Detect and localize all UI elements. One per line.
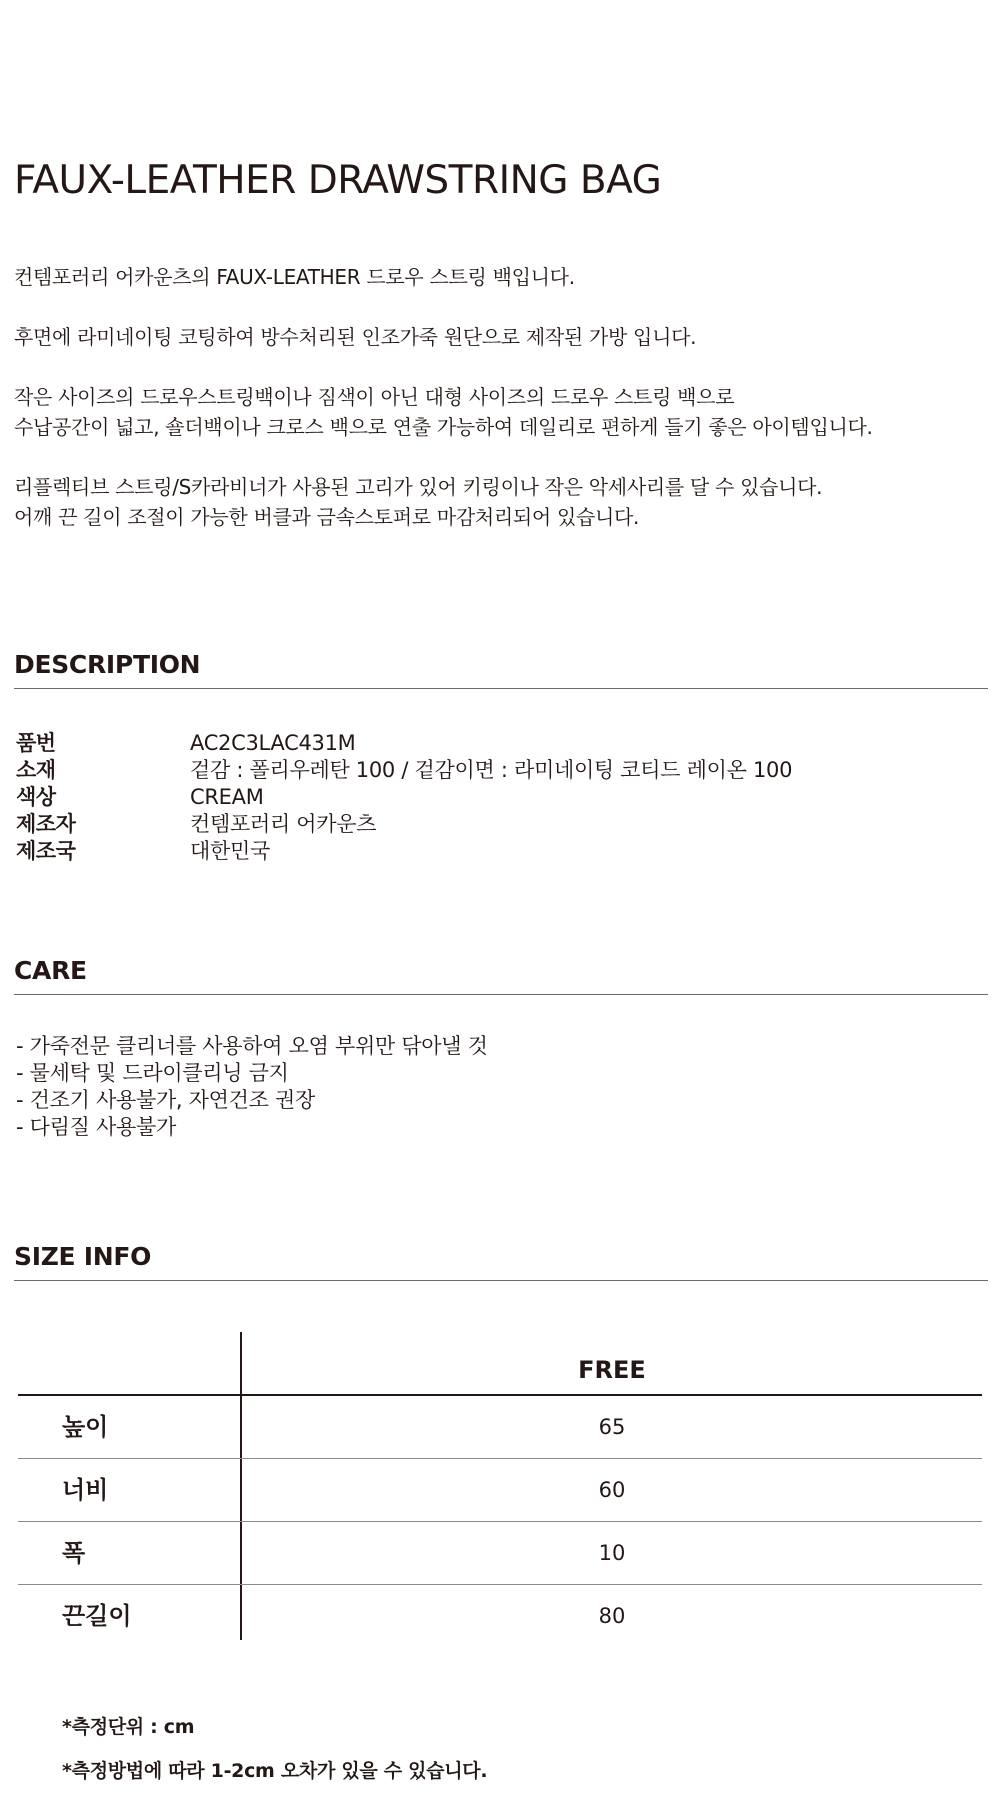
care-item: - 가죽전문 클리너를 사용하여 오염 부위만 닦아낼 것 (16, 1034, 488, 1058)
description-key: 제조자 (16, 812, 76, 836)
care-list (16, 1033, 488, 1141)
size-key: 높이 (62, 1413, 109, 1441)
product-title: FAUX-LEATHER DRAWSTRING BAG (14, 158, 662, 203)
description-row (16, 784, 792, 811)
care-heading: CARE (14, 954, 988, 995)
care-item: - 물세탁 및 드라이클리닝 금지 (16, 1061, 289, 1085)
size-value: 10 (598, 1541, 626, 1565)
size-key: 너비 (62, 1476, 109, 1504)
intro-line: 후면에 라미네이팅 코팅하여 방수처리된 인조가죽 원단으로 제작된 가방 입니다. (14, 325, 697, 349)
size-row (18, 1396, 982, 1459)
description-row (16, 811, 792, 838)
intro-line: 컨템포러리 어카운츠의 FAUX-LEATHER 드로우 스트링 백입니다. (14, 265, 575, 289)
size-info-heading: SIZE INFO (14, 1240, 988, 1281)
intro-line: 수납공간이 넓고, 숄더백이나 크로스 백으로 연출 가능하여 데일리로 편하게 들기 좋은 아이템입니다. (14, 415, 873, 439)
size-row (18, 1459, 982, 1522)
size-value: 60 (598, 1478, 626, 1502)
description-key: 품번 (16, 731, 56, 755)
description-heading: DESCRIPTION (14, 648, 988, 689)
size-key: 폭 (62, 1539, 86, 1567)
description-value: AC2C3LAC431M (190, 731, 356, 755)
size-value: 80 (598, 1604, 626, 1628)
intro-line: 어깨 끈 길이 조절이 가능한 버클과 금속스토퍼로 마감처리되어 있습니다. (14, 505, 640, 529)
intro-line: 리플렉티브 스트링/S카라비너가 사용된 고리가 있어 키링이나 작은 악세사리를 달 수 있습니다. (14, 475, 823, 499)
size-value: 65 (598, 1415, 626, 1439)
size-row (18, 1522, 982, 1585)
description-row (16, 757, 792, 784)
description-value: 대한민국 (190, 839, 270, 863)
care-item: - 다림질 사용불가 (16, 1115, 176, 1139)
description-key: 제조국 (16, 839, 76, 863)
description-key: 색상 (16, 785, 56, 809)
description-key: 소재 (16, 758, 56, 782)
intro-line: 작은 사이즈의 드로우스트링백이나 짐색이 아닌 대형 사이즈의 드로우 스트링 백으로 (14, 385, 735, 409)
size-note: *측정방법에 따라 1-2cm 오차가 있을 수 있습니다. (62, 1760, 488, 1782)
description-row (16, 730, 792, 757)
description-table (16, 730, 792, 865)
size-notes (62, 1705, 487, 1793)
size-table (18, 1332, 982, 1647)
size-table-header (18, 1332, 982, 1396)
description-value: 겉감 : 폴리우레탄 100 / 겉감이면 : 라미네이팅 코티드 레이온 100 (190, 758, 793, 782)
size-column-label: FREE (578, 1356, 646, 1384)
description-row (16, 838, 792, 865)
description-value: CREAM (190, 785, 264, 809)
size-note: *측정단위 : cm (62, 1716, 195, 1738)
product-intro (14, 262, 984, 532)
care-item: - 건조기 사용불가, 자연건조 권장 (16, 1088, 315, 1112)
size-row (18, 1585, 982, 1647)
description-value: 컨템포러리 어카운츠 (190, 812, 377, 836)
size-key: 끈길이 (62, 1602, 132, 1630)
